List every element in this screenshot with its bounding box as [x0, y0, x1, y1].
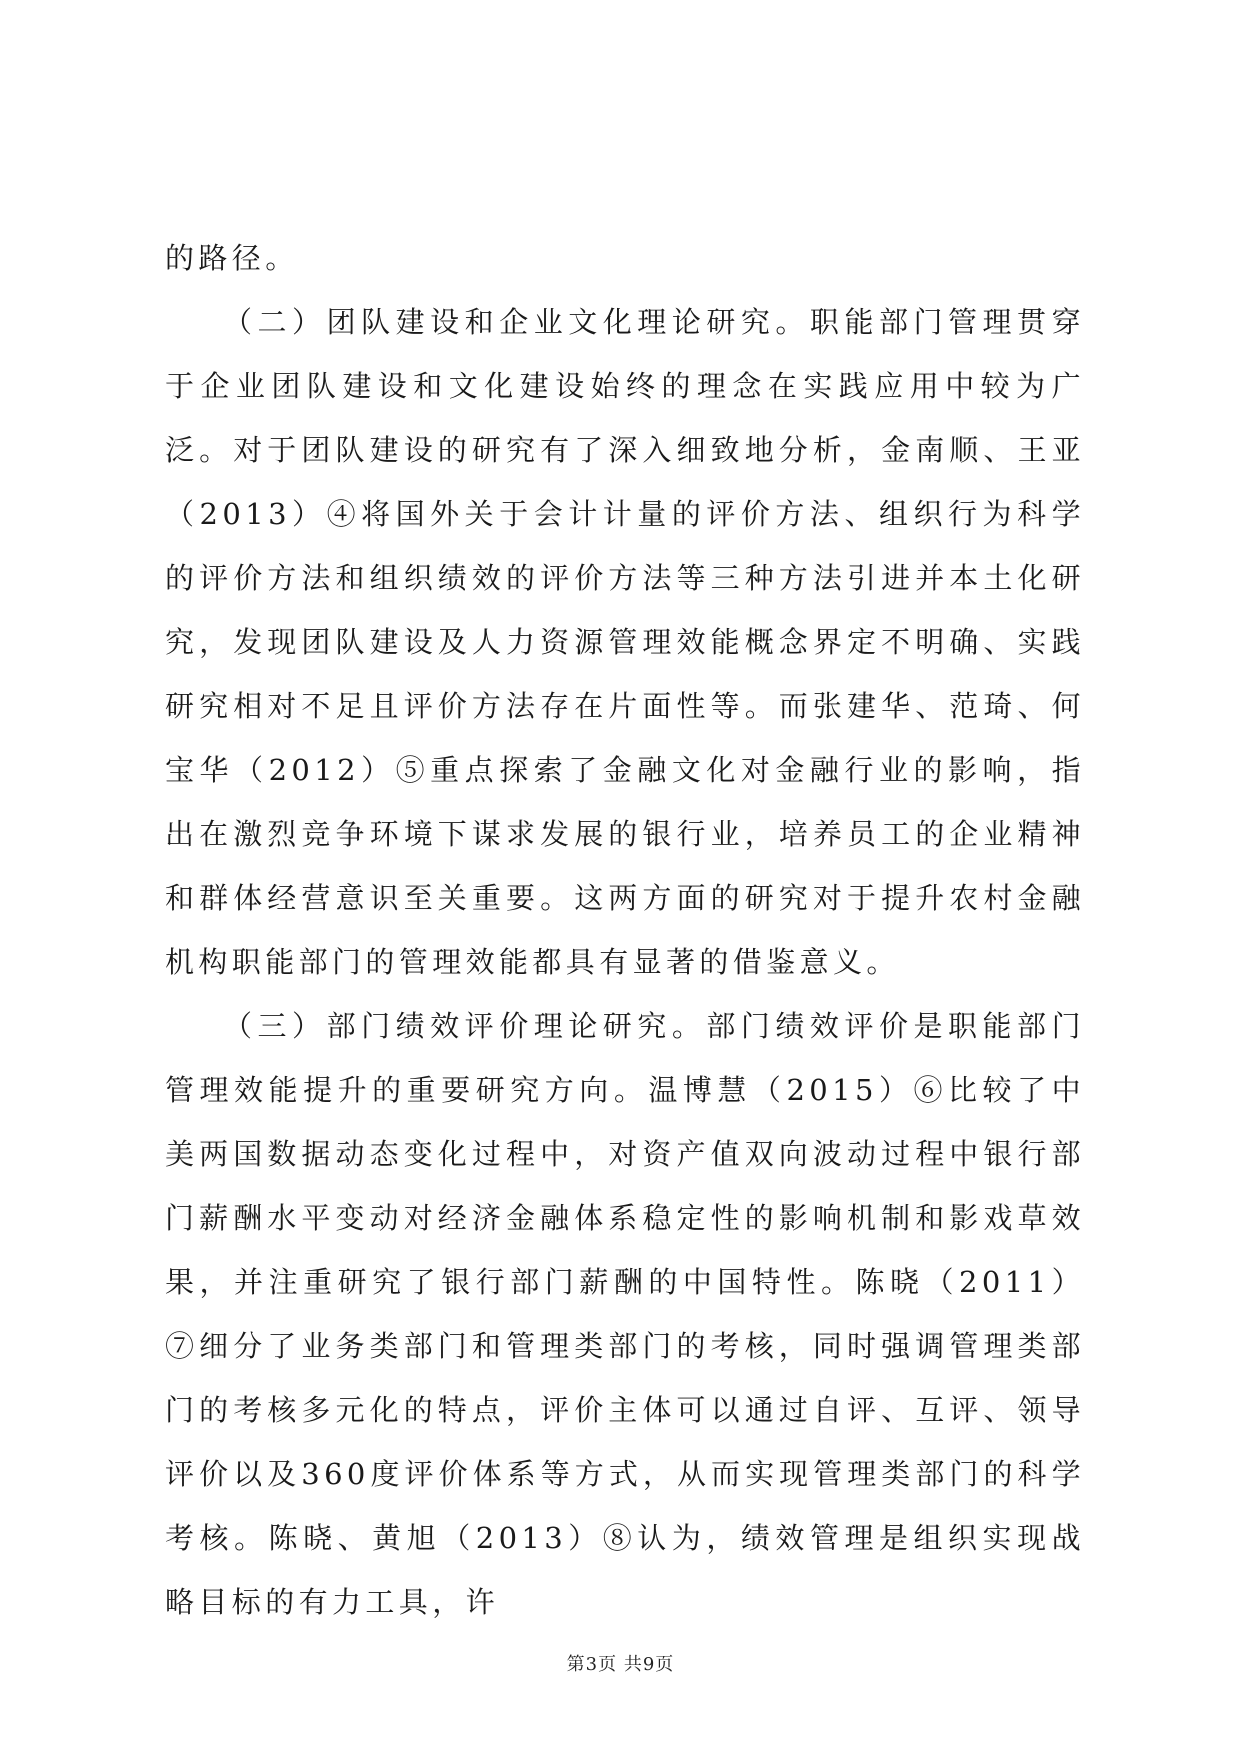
- document-body: [165, 226, 1085, 1634]
- page-footer: 第3页 共9页: [566, 1654, 675, 1675]
- paragraph-continuation: 的路径。: [165, 241, 299, 275]
- paragraph-team-building: （二）团队建设和企业文化理论研究。职能部门管理贯穿于企业团队建设和文化建设始终的理念在实践应用中较为广泛。对于团队建设的研究有了深入细致地分析，金南顺、王亚（2013）④将国外关于会计计量的评价方法、组织行为科学的评价方法和组织绩效的评价方法等三种方法引进并本土化研究，发现团队建设及人力资源管理效能概念界定不明确、实践研究相对不足且评价方法存在片面性等。而张建华、范琦、何宝华（2012）⑤重点探索了金融文化对金融行业的影响，指出在激烈竞争环境下谋求发展的银行业，培养员工的企业精神和群体经营意识至关重要。这两方面的研究对于提升农村金融机构职能部门的管理效能都具有显著的借鉴意义。: [165, 305, 1085, 979]
- paragraph-performance-evaluation: （三）部门绩效评价理论研究。部门绩效评价是职能部门管理效能提升的重要研究方向。温博慧（2015）⑥比较了中美两国数据动态变化过程中，对资产值双向波动过程中银行部门薪酬水平变动对经济金融体系稳定性的影响机制和影戏草效果，并注重研究了银行部门薪酬的中国特性。陈晓（2011）⑦细分了业务类部门和管理类部门的考核，同时强调管理类部门的考核多元化的特点，评价主体可以通过自评、互评、领导评价以及360度评价体系等方式，从而实现管理类部门的科学考核。陈晓、黄旭（2013）⑧认为，绩效管理是组织实现战略目标的有力工具，许: [165, 1009, 1085, 1619]
